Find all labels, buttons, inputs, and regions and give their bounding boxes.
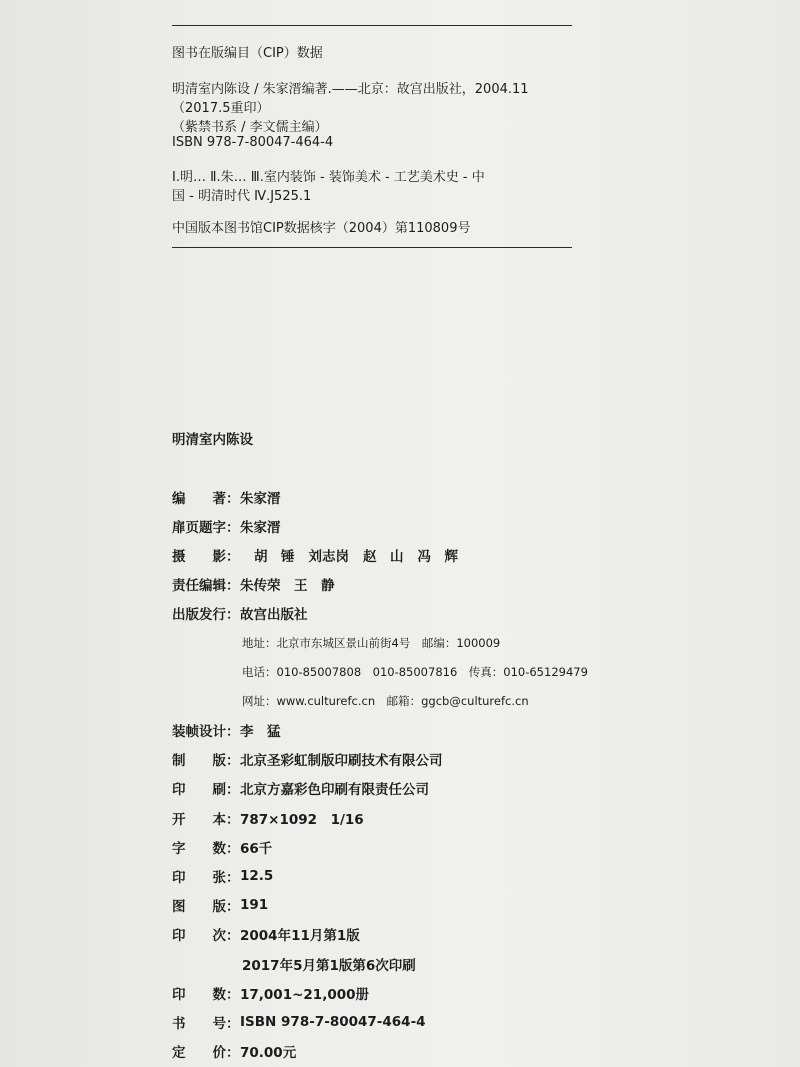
address-text: 地址：北京市东城区景山前街4号 邮编：100009 bbox=[242, 635, 501, 650]
credit-photography bbox=[172, 540, 732, 569]
credit-label: 装帧设计： bbox=[172, 724, 240, 741]
credits-block bbox=[172, 482, 732, 1066]
cip-line-3: （紫禁书系 / 李文儒主编） bbox=[172, 120, 328, 135]
credit-value: 北京圣彩虹制版印刷技术有限公司 bbox=[240, 753, 443, 770]
credit-label: 定 价： bbox=[172, 1045, 240, 1062]
credit-value: ISBN 978-7-80047-464-4 bbox=[240, 1013, 426, 1030]
photographer-name: 赵 山 bbox=[363, 548, 404, 565]
credit-label: 责任编辑： bbox=[172, 578, 240, 595]
photographer-name: 刘志岗 bbox=[308, 548, 349, 565]
credit-value: 70.00元 bbox=[240, 1045, 297, 1062]
web-text: 网址：www.culturefc.cn 邮箱：ggcb@culturefc.cn bbox=[242, 693, 529, 708]
credit-value: 李 猛 bbox=[240, 724, 281, 741]
credit-words bbox=[172, 832, 732, 861]
cip-classification-2: 国 - 明清时代 Ⅳ.J525.1 bbox=[172, 189, 312, 204]
credit-publisher bbox=[172, 599, 732, 628]
phone-text: 电话：010-85007808 010-85007816 传真：010-65129479 bbox=[242, 664, 588, 679]
credit-print-run bbox=[172, 978, 732, 1007]
credit-value: 故宫出版社 bbox=[240, 607, 308, 624]
credit-inscription bbox=[172, 511, 732, 540]
credit-label: 出版发行： bbox=[172, 607, 240, 624]
credit-label: 字 数： bbox=[172, 840, 240, 857]
credit-format bbox=[172, 803, 732, 832]
cip-line-1: 明清室内陈设 / 朱家溍编著.——北京：故宫出版社，2004.11 bbox=[172, 82, 529, 97]
publisher-web bbox=[172, 686, 732, 715]
publisher-address bbox=[172, 628, 732, 657]
publisher-phone bbox=[172, 657, 732, 686]
cip-bottom-rule bbox=[172, 247, 572, 248]
cip-classification-1: Ⅰ.明… Ⅱ.朱… Ⅲ.室内装饰 - 装饰美术 - 工艺美术史 - 中 bbox=[172, 170, 485, 185]
photographer-name: 冯 辉 bbox=[417, 548, 458, 565]
credit-label: 制 版： bbox=[172, 753, 240, 770]
cip-heading: 图书在版编目（CIP）数据 bbox=[172, 46, 323, 61]
credit-value: 12.5 bbox=[240, 868, 274, 885]
credit-sheets bbox=[172, 861, 732, 890]
credit-label: 开 本： bbox=[172, 811, 240, 828]
credit-value: 2017年5月第1版第6次印刷 bbox=[242, 957, 416, 974]
credit-plates bbox=[172, 891, 732, 920]
cip-isbn: ISBN 978-7-80047-464-4 bbox=[172, 135, 334, 150]
credit-value: 17,001~21,000册 bbox=[240, 986, 370, 1003]
photographer-name: 胡 锤 bbox=[254, 548, 295, 565]
credit-value: 2004年11月第1版 bbox=[240, 928, 360, 945]
credit-label: 书 号： bbox=[172, 1015, 240, 1032]
credit-price bbox=[172, 1037, 732, 1066]
top-rule bbox=[172, 25, 572, 26]
credit-label: 印 数： bbox=[172, 986, 240, 1003]
credit-value: 787×1092 1/16 bbox=[240, 811, 364, 828]
credit-isbn bbox=[172, 1007, 732, 1036]
credit-editor bbox=[172, 570, 732, 599]
credit-value: 朱家溍 bbox=[240, 490, 281, 507]
credit-author bbox=[172, 482, 732, 511]
credit-label: 摄 影： bbox=[172, 548, 240, 565]
cip-line-2: （2017.5重印） bbox=[172, 101, 270, 116]
credit-label: 扉页题字： bbox=[172, 519, 240, 536]
credit-printing bbox=[172, 774, 732, 803]
credit-value: 北京方嘉彩色印刷有限责任公司 bbox=[240, 782, 429, 799]
credit-plate bbox=[172, 745, 732, 774]
credit-value: 朱传荣 王 静 bbox=[240, 578, 335, 595]
credit-label: 图 版： bbox=[172, 899, 240, 916]
credit-label: 印 次： bbox=[172, 928, 240, 945]
book-title: 明清室内陈设 bbox=[172, 432, 253, 448]
credit-edition bbox=[172, 920, 732, 949]
credit-label: 印 张： bbox=[172, 870, 240, 887]
credit-value: 191 bbox=[240, 897, 269, 914]
credit-label: 印 刷： bbox=[172, 782, 240, 799]
credit-value: 66千 bbox=[240, 840, 273, 857]
credit-edition-reprint bbox=[172, 949, 732, 978]
credit-label: 编 著： bbox=[172, 490, 240, 507]
credit-design bbox=[172, 716, 732, 745]
cip-number: 中国版本图书馆CIP数据核字（2004）第110809号 bbox=[172, 221, 471, 236]
credit-value: 朱家溍 bbox=[240, 519, 281, 536]
